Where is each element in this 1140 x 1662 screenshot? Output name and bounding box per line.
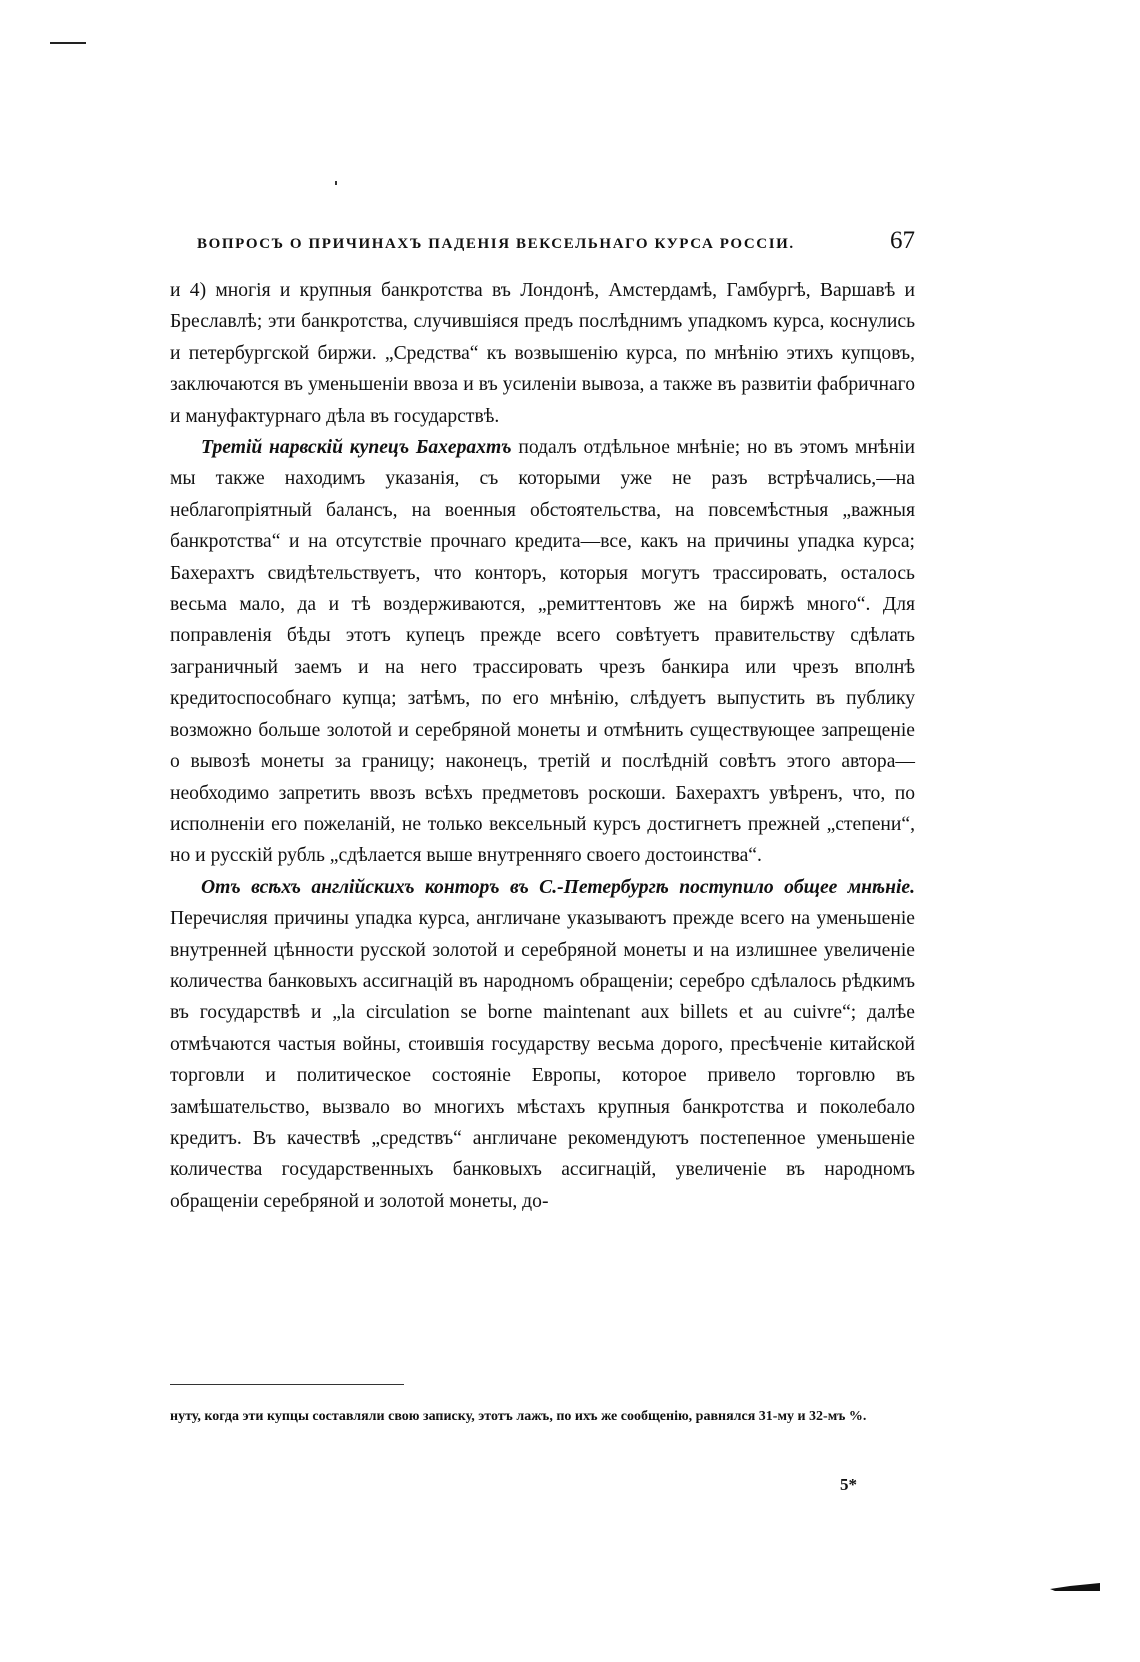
signature-mark: 5* bbox=[840, 1475, 857, 1494]
running-title: ВОПРОСЪ О ПРИЧИНАХЪ ПАДЕНІЯ ВЕКСЕЛЬНАГО КУРСА РОССІИ. bbox=[197, 236, 795, 252]
speck bbox=[335, 181, 337, 185]
page-header bbox=[197, 227, 915, 255]
footnote-text: нуту, когда эти купцы составляли свою записку, этотъ лажъ, по ихъ же сообщенію, равнялся 31-му и 32-мъ %. bbox=[170, 1409, 867, 1424]
paragraph-3-text: Перечисляя причины упадка курса, англичане указываютъ прежде всего на уменьшеніе внутренней цѣнности русской золотой и серебряной монеты и на излишнее увеличеніе количества банковыхъ ассигнацій въ народномъ обращеніи; серебро сдѣлалось рѣдкимъ въ государствѣ и „la circulation se borne maintenant aux billets et au cuivre“; далѣе отмѣчаются частыя войны, стоившія государству весьма дорого, пресѣченіе китайской торговли и политическое состояніе Европы, которое привело торговлю въ замѣшательство, вызвало во многихъ мѣстахъ крупныя банкротства и поколебало кредитъ. Въ качествѣ „средствъ“ англичане рекомендуютъ постепенное уменьшеніе количества государственныхъ банковыхъ ассигнацій, увеличеніе въ народномъ обращеніи серебряной и золотой монеты, до- bbox=[170, 908, 915, 1212]
paragraph-3-italic-lead: Отъ всѣхъ англійскихъ конторъ въ С.-Петербургѣ поступило общее мнѣніе. bbox=[201, 876, 915, 898]
paragraph-1 bbox=[170, 275, 915, 432]
corner-scan-mark bbox=[1050, 1582, 1100, 1592]
paragraph-1-text: и 4) многія и крупныя банкротства въ Лондонѣ, Амстердамѣ, Гамбургѣ, Варшавѣ и Бреславлѣ; эти банкротства, случившіяся предъ послѣднимъ упадкомъ курса, коснулись и петербургской биржи. „Средства“ къ возвышенію курса, по мнѣнію этихъ купцовъ, заключаются въ уменьшеніи ввоза и въ усиленіи вывоза, а также въ развитіи фабричнаго и мануфактурнаго дѣла въ государствѣ. bbox=[170, 280, 915, 427]
paragraph-3 bbox=[170, 872, 915, 1217]
body-text bbox=[170, 275, 915, 1217]
footnote-rule bbox=[170, 1384, 404, 1385]
footnote bbox=[170, 1404, 915, 1429]
paragraph-2-text: подалъ отдѣльное мнѣніе; но въ этомъ мнѣніи мы также находимъ указанія, съ которыми уже не разъ встрѣчались,—на неблагопріятный балансъ, на военныя обстоятельства, на повсемѣстныя „важныя банкротства“ и на отсутствіе прочнаго кредита—все, какъ на причины упадка курса; Бахерахтъ свидѣтельствуетъ, что конторъ, которыя могутъ трассировать, осталось весьма мало, да и тѣ воздерживаются, „ремиттентовъ же на биржѣ много“. Для поправленія бѣды этотъ купецъ прежде всего совѣтуетъ правительству сдѣлать заграничный заемъ и на него трассировать чрезъ банкира или чрезъ вполнѣ кредитоспособнаго купца; затѣмъ, по его мнѣнію, слѣдуетъ выпустить въ публику возможно больше золотой и серебряной монеты и отмѣнить существующее запрещеніе о вывозѣ монеты за границу; наконецъ, третій и послѣдній совѣтъ этого автора—необходимо запретить ввозъ всѣхъ предметовъ роскоши. Бахерахтъ увѣренъ, что, по исполненіи его пожеланій, не только вексельный курсъ достигнетъ прежней „степени“, но и русскій рубль „сдѣлается выше внутренняго своего достоинства“. bbox=[170, 437, 915, 867]
page-number: 67 bbox=[890, 227, 915, 254]
paragraph-2 bbox=[170, 432, 915, 872]
paragraph-2-italic-lead: Третій нарвскій купецъ Бахерахтъ bbox=[201, 437, 512, 459]
top-edge-mark bbox=[50, 42, 86, 44]
